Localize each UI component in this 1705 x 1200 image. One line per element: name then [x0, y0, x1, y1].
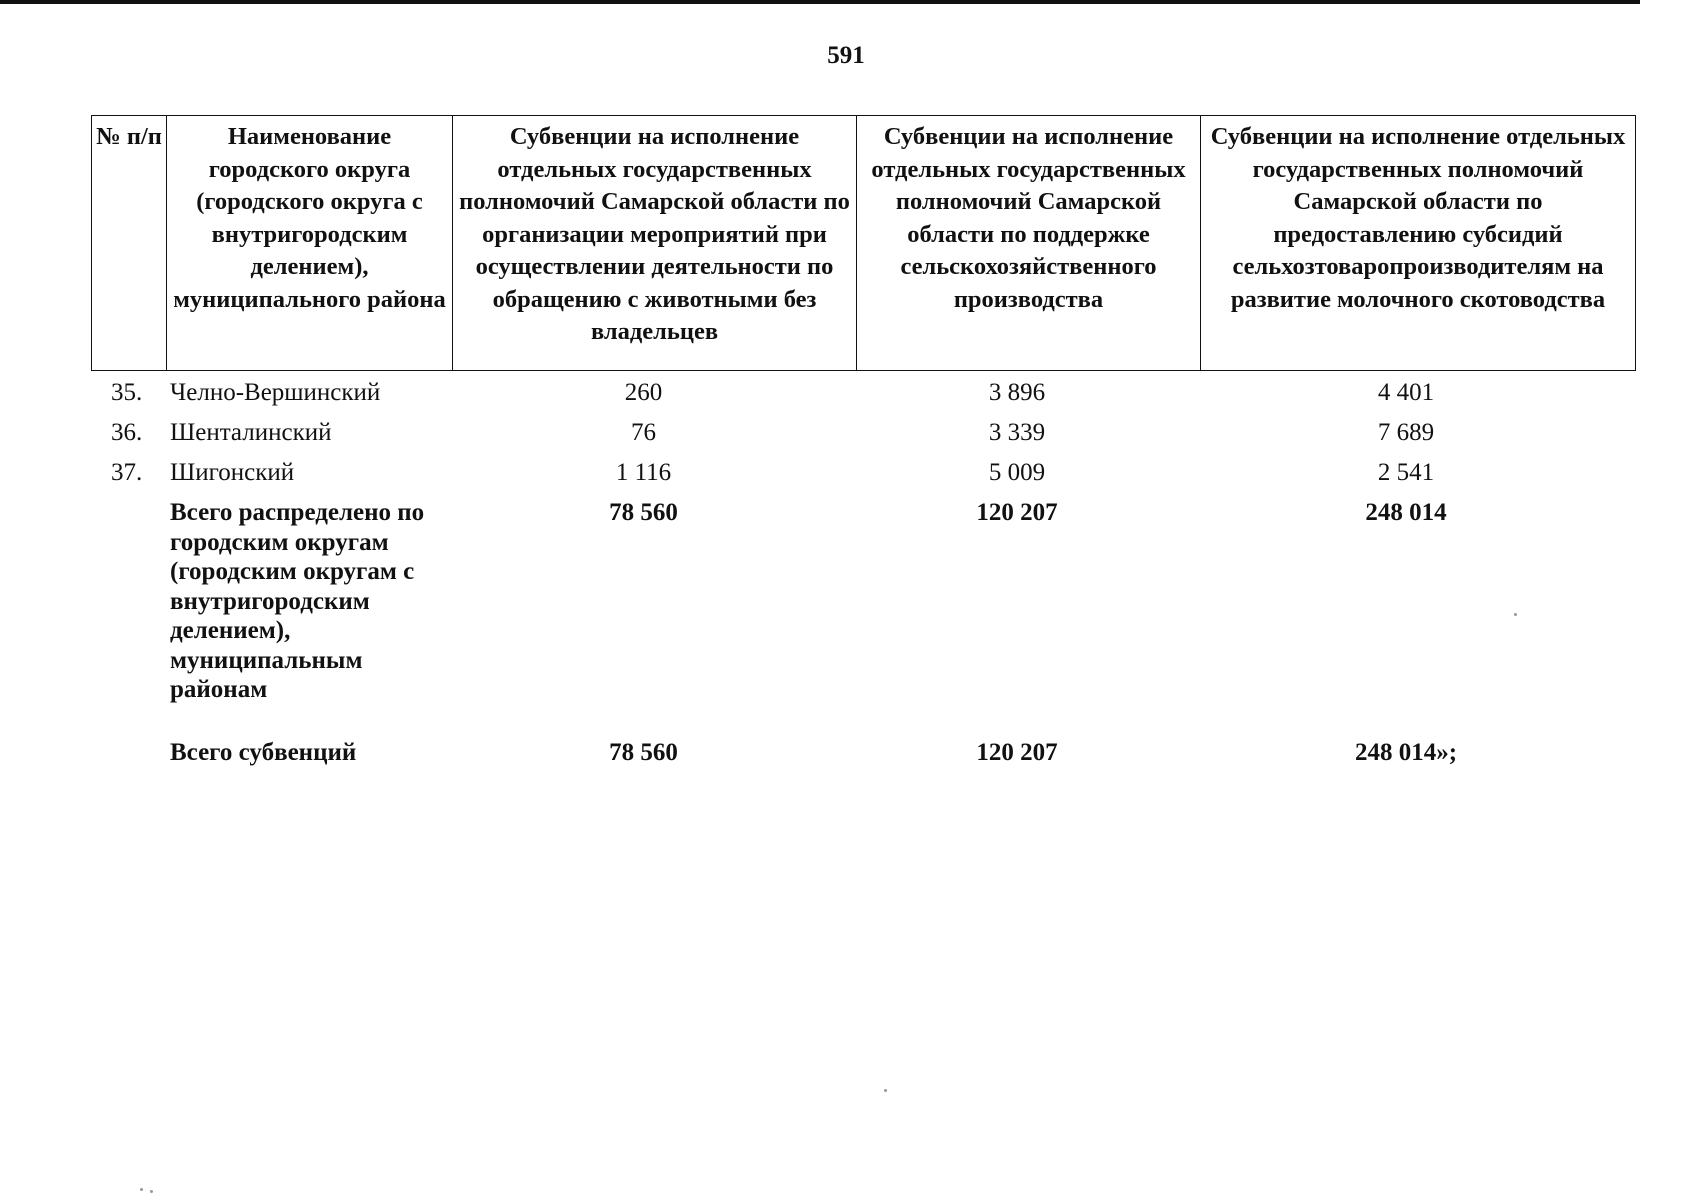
- table-header: [91, 115, 1636, 371]
- row-number: 35.: [111, 379, 143, 406]
- total-distributed-label: Всего распределено по городским округам (городским округам с внутригородским делением), муниципальным районам: [170, 499, 425, 703]
- header-number: № п/п: [92, 116, 167, 371]
- total-distributed-animal: 78 560: [609, 499, 678, 526]
- total-distributed-agriculture: 120 207: [976, 499, 1058, 526]
- top-rule: [0, 0, 1640, 4]
- scan-speck: [140, 1188, 143, 1191]
- total-subventions-animal: 78 560: [609, 739, 678, 766]
- scan-speck: [1514, 613, 1517, 616]
- row-value-animal: 76: [631, 419, 656, 446]
- table-row: [91, 378, 1635, 418]
- row-name: Шенталинский: [170, 419, 332, 446]
- scan-speck: [884, 1089, 887, 1092]
- row-value-dairy: 7 689: [1377, 419, 1435, 446]
- scan-speck: [150, 1190, 153, 1193]
- row-value-agriculture: 5 009: [988, 459, 1046, 486]
- total-distributed-row: [91, 498, 1635, 738]
- row-value-animal: 1 116: [615, 459, 672, 486]
- row-name: Челно-Вершинский: [170, 379, 381, 406]
- total-subventions-row: [91, 738, 1635, 778]
- table-row: [91, 418, 1635, 458]
- total-subventions-label: Всего субвенций: [170, 739, 357, 766]
- page-number: 591: [827, 42, 865, 69]
- row-value-dairy: 2 541: [1377, 459, 1435, 486]
- total-subventions-agriculture: 120 207: [976, 739, 1058, 766]
- total-distributed-dairy: 248 014: [1365, 499, 1447, 526]
- row-value-dairy: 4 401: [1377, 379, 1435, 406]
- row-number: 37.: [111, 459, 143, 486]
- header-municipality-name: Наименование городского округа (городского округа с внутригородским делением), муниципального района: [167, 116, 453, 371]
- row-value-agriculture: 3 896: [988, 379, 1046, 406]
- table-row: [91, 458, 1635, 498]
- row-number: 36.: [111, 419, 143, 446]
- table-body: [91, 378, 1635, 778]
- row-value-animal: 260: [624, 379, 663, 406]
- header-animal-subventions: Субвенции на исполнение отдельных государственных полномочий Самарской области по организации мероприятий при осуществлении деятельности по обращению с животными без владельцев: [453, 116, 857, 371]
- row-value-agriculture: 3 339: [988, 419, 1046, 446]
- header-dairy-subventions: Субвенции на исполнение отдельных государственных полномочий Самарской области по предоставлению субсидий сельхозтоваропроизводителям на развитие молочного скотоводства: [1201, 116, 1636, 371]
- header-agriculture-subventions: Субвенции на исполнение отдельных государственных полномочий Самарской области по поддержке сельскохозяйственного производства: [857, 116, 1201, 371]
- total-subventions-dairy: 248 014»;: [1354, 739, 1458, 766]
- row-name: Шигонский: [170, 459, 295, 486]
